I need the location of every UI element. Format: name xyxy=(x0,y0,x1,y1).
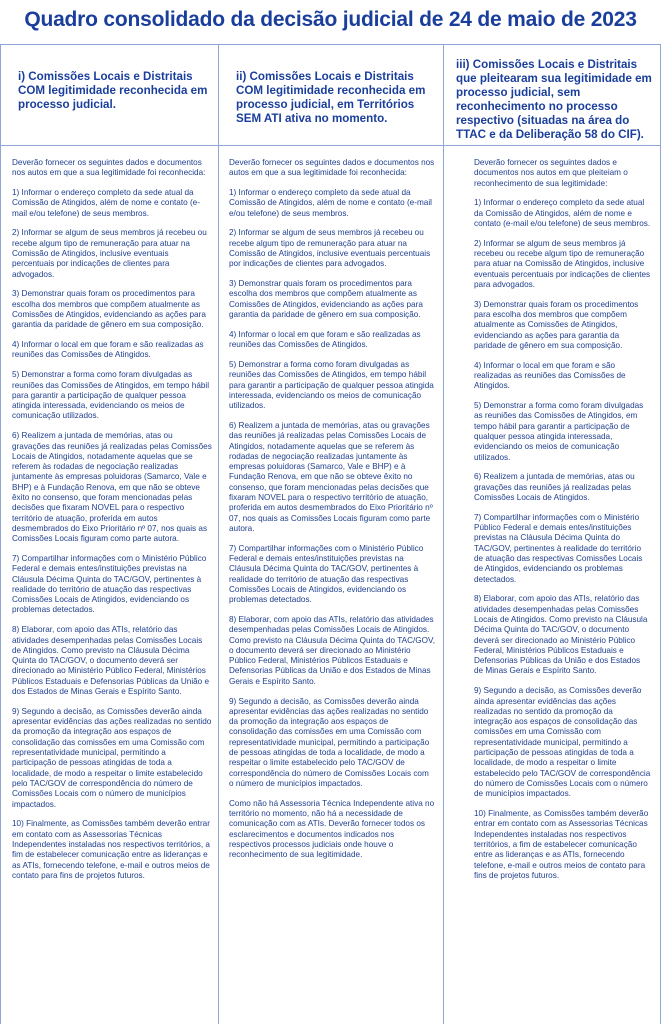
column-1-heading: i) Comissões Locais e Distritais COM legitimidade reconhecida em processo judicial. xyxy=(18,70,208,111)
column-2-item: 4) Informar o local em que foram e são realizadas as reuniões das Comissões de Atingidos. xyxy=(229,329,421,350)
column-3-item: 1) Informar o endereço completo da sede atual da Comissão de Atingidos, além de nome e contato (e-mail e/ou telefone) de seus membros. xyxy=(474,198,651,228)
page-title: Quadro consolidado da decisão judicial de 24 de maio de 2023 xyxy=(24,8,637,31)
column-divider-1 xyxy=(218,44,219,1024)
column-1-item: 10) Finalmente, as Comissões também deverão entrar em contato com as Assessorias Técnicas Independentes instaladas nos respectivos territórios, a fim de estabelecer comunicação entre as lideranças e as ATIs, fornecendo telefone, e-mail e outros meios de contato para fins de projetos futuros. xyxy=(12,819,210,880)
column-3-item: 10) Finalmente, as Comissões também deverão entrar em contato com as Assessorias Técnicas Independentes instaladas nos respectivos territórios, a fim de estabelecer comunicação entre as lideranças e as ATIs, fornecendo telefone, e-mail e outros meios de contato para fins de projetos futuros. xyxy=(474,809,649,880)
column-1-item: 4) Informar o local em que foram e são realizadas as reuniões das Comissões de Atingidos. xyxy=(12,340,204,360)
column-2-item: 6) Realizem a juntada de memórias, atas ou gravações das reuniões já realizadas pelas Comissões Locais de Atingidos, notadamente aquelas que se referem às rodadas de negociação realizadas juntamente às empresas poluidoras (Samarco, Vale e BHP) e à Fundação Renova, em que não se obteve êxito no consenso, que foram mencionadas pelas decisões que fixaram NOVEL para o respectivo território de atuação, proferida em autos desmembrados do Eixo Prioritário nº 07, nos quais as Comissões Locais figuram como parte autora. xyxy=(229,420,433,533)
column-2-item: Como não há Assessoria Técnica Independente ativa no território no momento, não há a necessidade de comunicação com as ATIs. Deverão fornecer todos os esclarecimentos e documentos indicados nos respectivos processos judiciais onde houve o reconhecimento de sua legitimidade. xyxy=(229,798,435,860)
column-2-item: 1) Informar o endereço completo da sede atual da Comissão de Atingidos, além de nome e contato (e-mail e/ou telefone) de seus membros. xyxy=(229,188,432,218)
column-3-item: 2) Informar se algum de seus membros já recebeu ou recebe algum tipo de remuneração para atuar na Comissão de Atingidos, inclusive eventuais percentuais por indicações de clientes para advogados. xyxy=(474,238,651,289)
column-2-item: 5) Demonstrar a forma como foram divulgadas as reuniões das Comissões de Atingidos, em tempo hábil para garantir a participação de qualquer pessoa atingida interessada, evidenciando os meios de comunicação utilizados. xyxy=(229,359,434,411)
column-3-heading: iii) Comissões Locais e Distritais que pleitearam sua legitimidade em processo judicial, sem reconhecimento no processo respectivo (situadas na área do TTAC e da Deliberação 58 do CIF). xyxy=(456,58,652,141)
column-2-heading: ii) Comissões Locais e Distritais COM legitimidade reconhecida em processo judicial, em Territórios SEM ATI ativa no momento. xyxy=(236,70,426,125)
column-1-item: 5) Demonstrar a forma como foram divulgadas as reuniões das Comissões de Atingidos, em tempo hábil para garantir a participação de qualquer pessoa atingida interessada, evidenciando os meios de comunicação utilizados. xyxy=(12,370,210,421)
column-1-body xyxy=(12,158,212,891)
table-left-border xyxy=(0,44,1,1024)
column-1-item: 8) Elaborar, com apoio das ATIs, relatório das atividades desempenhadas pelas Comissões Locais de Atingidos. Como previsto na Cláusula Décima Quinta do TAC/GOV, o documento deverá ser direcionado ao Ministério Público Federal, Ministérios Públicos Estaduais e Defensorias Públicas da União e dos Estados de Minas Gerais e Espírito Santo. xyxy=(12,625,210,697)
table-top-border xyxy=(0,44,661,45)
column-1-item: 3) Demonstrar quais foram os procedimentos para escolha dos membros que compõem atualmente as Comissões de Atingidos, evidenciando as ações para garantia da paridade de gênero em sua composição. xyxy=(12,289,206,330)
column-1-intro: Deverão fornecer os seguintes dados e documentos nos autos em que a sua legitimidade foi reconhecida: xyxy=(12,158,206,178)
column-3-item: 4) Informar o local em que foram e são realizadas as reuniões das Comissões de Atingidos. xyxy=(474,360,626,391)
column-2-item: 3) Demonstrar quais foram os procedimentos para escolha dos membros que compõem atualmente as Comissões de Atingidos, evidenciando as ações para garantia da paridade de gênero em sua composição. xyxy=(229,279,423,320)
column-2-item: 8) Elaborar, com apoio das ATIs, relatório das atividades desempenhadas pelas Comissões Locais de Atingidos. Como previsto na Cláusula Décima Quinta do TAC/GOV, o documento deverá ser direcionado ao Ministério Público Federal, Ministérios Públicos Estaduais e Defensorias Públicas da União e dos Estados de Minas Gerais e Espírito Santo. xyxy=(229,614,435,686)
column-1-item: 2) Informar se algum de seus membros já recebeu ou recebe algum tipo de remuneração para atuar na Comissão de Atingidos, inclusive eventuais percentuais por indicações de clientes para advogados. xyxy=(12,228,207,279)
column-2-intro: Deverão fornecer os seguintes dados e documentos nos autos em que a sua legitimidade foi reconhecida: xyxy=(229,158,435,178)
column-2-item: 9) Segundo a decisão, as Comissões deverão ainda apresentar evidências das ações realizadas no sentido da promoção da integração aos espaços de consolidação das comissões em uma Comissão com representatividade municipal, permitindo a participação de pessoas atingidas de toda a localidade, de modo a respeitar o limite estabelecido pelo TAC/GOV de correspondência do número de Comissões Locais com o número de municípios impactados. xyxy=(229,696,430,788)
column-1-item: 7) Compartilhar informações com o Ministério Público Federal e demais entes/instituições previstas na Cláusula Décima Quinta do TAC/GOV, pertinentes à realidade do território de atuação das respectivas Comissões Locais de Atingidos, evidenciando os problemas detectados. xyxy=(12,554,207,615)
column-2-item: 2) Informar se algum de seus membros já recebeu ou recebe algum tipo de remuneração para atuar na Comissão de Atingidos, inclusive eventuais percentuais por indicações de clientes para advogados. xyxy=(229,228,431,269)
column-divider-2 xyxy=(443,44,444,1024)
column-1-item: 6) Realizem a juntada de memórias, atas ou gravações das reuniões já realizadas pelas Comissões Locais de Atingidos, notadamente aquelas que se referem às rodadas de negociação realizadas juntamente às empresas poluidoras (Samarco, Vale e BHP) e à Fundação Renova, em que não se obteve êxito no consenso, que foram mencionadas pelas decisões que fixaram NOVEL para o respectivo território de atuação, proferida em autos desmembrados do Eixo Prioritário nº 07, nos quais as Comissões Locais figuram como parte autora. xyxy=(12,431,212,544)
column-2-item: 7) Compartilhar informações com o Ministério Público Federal e demais entes/instituições previstas na Cláusula Décima Quinta do TAC/GOV, pertinentes à realidade do território de atuação das respectivas Comissões Locais de Atingidos, evidenciando os problemas detectados. xyxy=(229,543,424,605)
column-3-item: 8) Elaborar, com apoio das ATIs, relatório das atividades desempenhadas pelas Comissões Locais de Atingidos. Como previsto na Cláusula Décima Quinta do TAC/GOV, o documento deverá ser direcionado ao Ministério Público Federal, Ministérios Públicos Estaduais e Defensorias Públicas da União e dos Estados de Minas Gerais e Espírito Santo. xyxy=(474,594,648,676)
column-3-item: 6) Realizem a juntada de memórias, atas ou gravações das reuniões já realizadas pelas Comissões Locais de Atingidos. xyxy=(474,472,635,503)
column-3-body xyxy=(474,158,651,891)
column-3-intro: Deverão fornecer os seguintes dados e documentos nos autos em que pleiteiam o reconhecimento de sua legitimidade: xyxy=(474,158,628,188)
header-divider xyxy=(0,145,661,146)
column-3-item: 7) Compartilhar informações com o Ministério Público Federal e demais entes/instituições previstas na Cláusula Décima Quinta do TAC/GOV, pertinentes à realidade do território de atuação das respectivas Comissões Locais de Atingidos, evidenciando os problemas detectados. xyxy=(474,512,643,584)
column-1-item: 1) Informar o endereço completo da sede atual da Comissão de Atingidos, além de nome e contato (e-mail e/ou telefone) de seus membros. xyxy=(12,188,200,218)
column-3-item: 3) Demonstrar quais foram os procedimentos para escolha dos membros que compõem atualmente as Comissões de Atingidos, evidenciando as ações para garantia da paridade de gênero em sua composição. xyxy=(474,299,639,350)
column-1-item: 9) Segundo a decisão, as Comissões deverão ainda apresentar evidências das ações realizadas no sentido da promoção da integração aos espaços de consolidação das comissões em uma Comissão com representatividade municipal, permitindo a participação de pessoas atingidas de toda a localidade, de modo a respeitar o limite estabelecido pelo TAC/GOV de correspondência do número de Comissões Locais com o número de municípios impactados. xyxy=(12,706,212,809)
column-3-item: 9) Segundo a decisão, as Comissões deverão ainda apresentar evidências das ações realizadas no sentido da promoção da integração aos espaços de consolidação das comissões em uma Comissão com representatividade municipal, permitindo a participação de pessoas atingidas de toda a localidade, de modo a respeitar o limite estabelecido pelo TAC/GOV de correspondência do número de Comissões Locais com o número de municípios impactados. xyxy=(474,686,651,799)
column-3-item: 5) Demonstrar a forma como foram divulgadas as reuniões das Comissões de Atingidos, em tempo hábil para garantir a participação de qualquer pessoa atingida interessada, evidenciando os meios de comunicação utilizados. xyxy=(474,401,644,462)
column-2-body xyxy=(229,158,435,870)
